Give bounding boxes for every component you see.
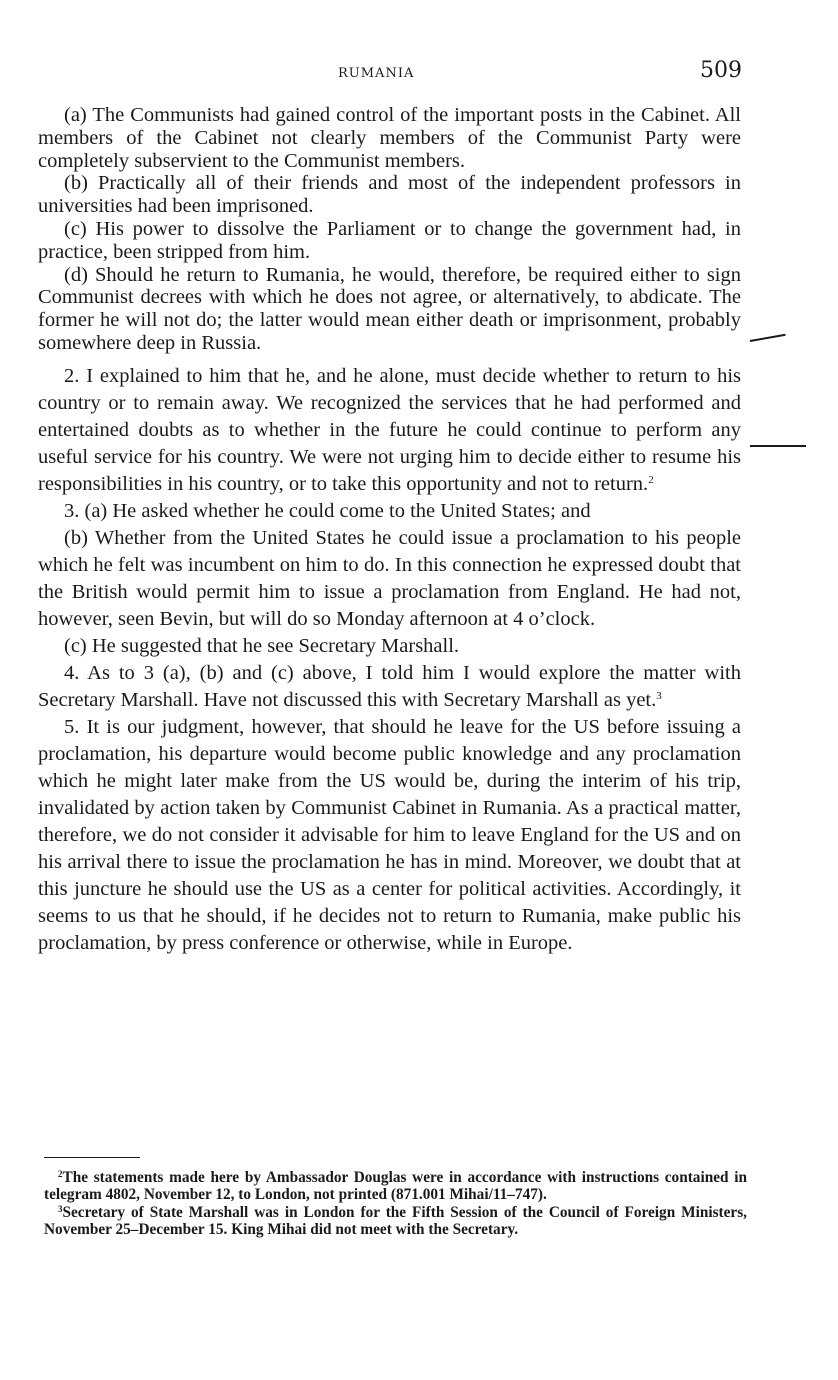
subparagraph-c-label: (c) [64,217,87,240]
paragraph-2-text: 2. I explained to him that he, and he alone, must decide whether to return to his country or to remain away. We recognized the services that he had performed and entertained doubts as to whether in the future he could continue to perform any useful service for his country. We were not urging him to decide either to resume his responsibilities in his country, or to take this opportunity and not to return. [38,364,741,495]
subparagraph-b-label: (b) [64,172,88,195]
paragraph-5: 5. It is our judgment, however, that should he leave for the US before issuing a proclamation, his departure would become public knowledge and any proclamation which he might later make from the US would be, during the interim of his trip, invalidated by action taken by Communist Cabinet in Rumania. As a practical matter, therefore, we do not consider it advisable for him to leave England for the US and on his arrival there to issue the proclamation he has in mind. Moreover, we doubt that at this juncture he should use the US as a center for political activities. Accordingly, it seems to us that he should, if he decides not to return to Rumania, make public his proclamation, by press conference or otherwise, while in Europe. [38,715,741,954]
subparagraph-d [38,264,741,355]
footnote-ref-2: 2 [648,473,654,486]
body-text [38,104,741,957]
margin-mark-2 [750,445,806,447]
footnote-2-text: The statements made here by Ambassador Douglas were in accordance with instructions contained in telegram 4802, November 12, to London, not printed (871.001 Mihai/11–747). [44,1169,747,1204]
subparagraph-c-text: His power to dissolve the Parliament or to change the government had, in practice, been stripped from him. [38,217,742,263]
paragraph-2 [38,363,741,498]
page-number: 509 [700,58,742,83]
footnote-3-text: Secretary of State Marshall was in London for the Fifth Session of the Council of Foreign Ministers, November 25–December 15. King Mihai did not meet with the Secretary. [44,1203,747,1239]
footnote-rule [44,1157,140,1158]
subparagraph-a [38,104,741,172]
footnotes [44,1169,747,1239]
paragraph-3a: 3. (a) He asked whether he could come to the United States; and [64,499,591,522]
subparagraph-a-text: The Communists had gained control of the important posts in the Cabinet. All members of the Cabinet not clearly members of the Communist Party were completely subservient to the Communist members. [38,104,741,172]
subparagraph-b-text: Practically all of their friends and most of the independent professors in universities had been imprisoned. [38,172,742,218]
subparagraph-d-text: Should he return to Rumania, he would, therefore, be required either to sign Communist decrees with which he does not agree, or alternatively, to abdicate. The former he will not do; the latter would mean either death or imprisonment, probably somewhere deep in Russia. [38,263,741,354]
footnote-2 [44,1169,747,1204]
footnote-3-number: 3 [58,1203,63,1214]
footnote-ref-3: 3 [656,689,662,702]
paragraph-3b: (b) Whether from the United States he could issue a proclamation to his people which he felt was incumbent on him to do. In this connection he expressed doubt that the British would permit him to issue a proclamation from England. He had not, however, seen Bevin, but will do so Monday afternoon at 4 o’clock. [38,526,741,630]
running-head [0,58,838,88]
subparagraph-c [38,218,741,264]
paragraph-3c: (c) He suggested that he see Secretary Marshall. [64,634,460,657]
running-head-title: RUMANIA [338,66,415,81]
footnote-2-number: 2 [58,1169,63,1179]
subparagraph-d-label: (d) [64,263,88,286]
paragraph-4 [38,660,741,714]
margin-mark-1 [750,334,786,342]
footnote-3 [44,1204,747,1239]
subparagraph-b [38,172,741,218]
paragraph-4-text: 4. As to 3 (a), (b) and (c) above, I told him I would explore the matter with Secretary Marshall. Have not discussed this with Secretary Marshall as yet. [38,661,741,711]
subparagraph-a-label: (a) [64,104,87,126]
